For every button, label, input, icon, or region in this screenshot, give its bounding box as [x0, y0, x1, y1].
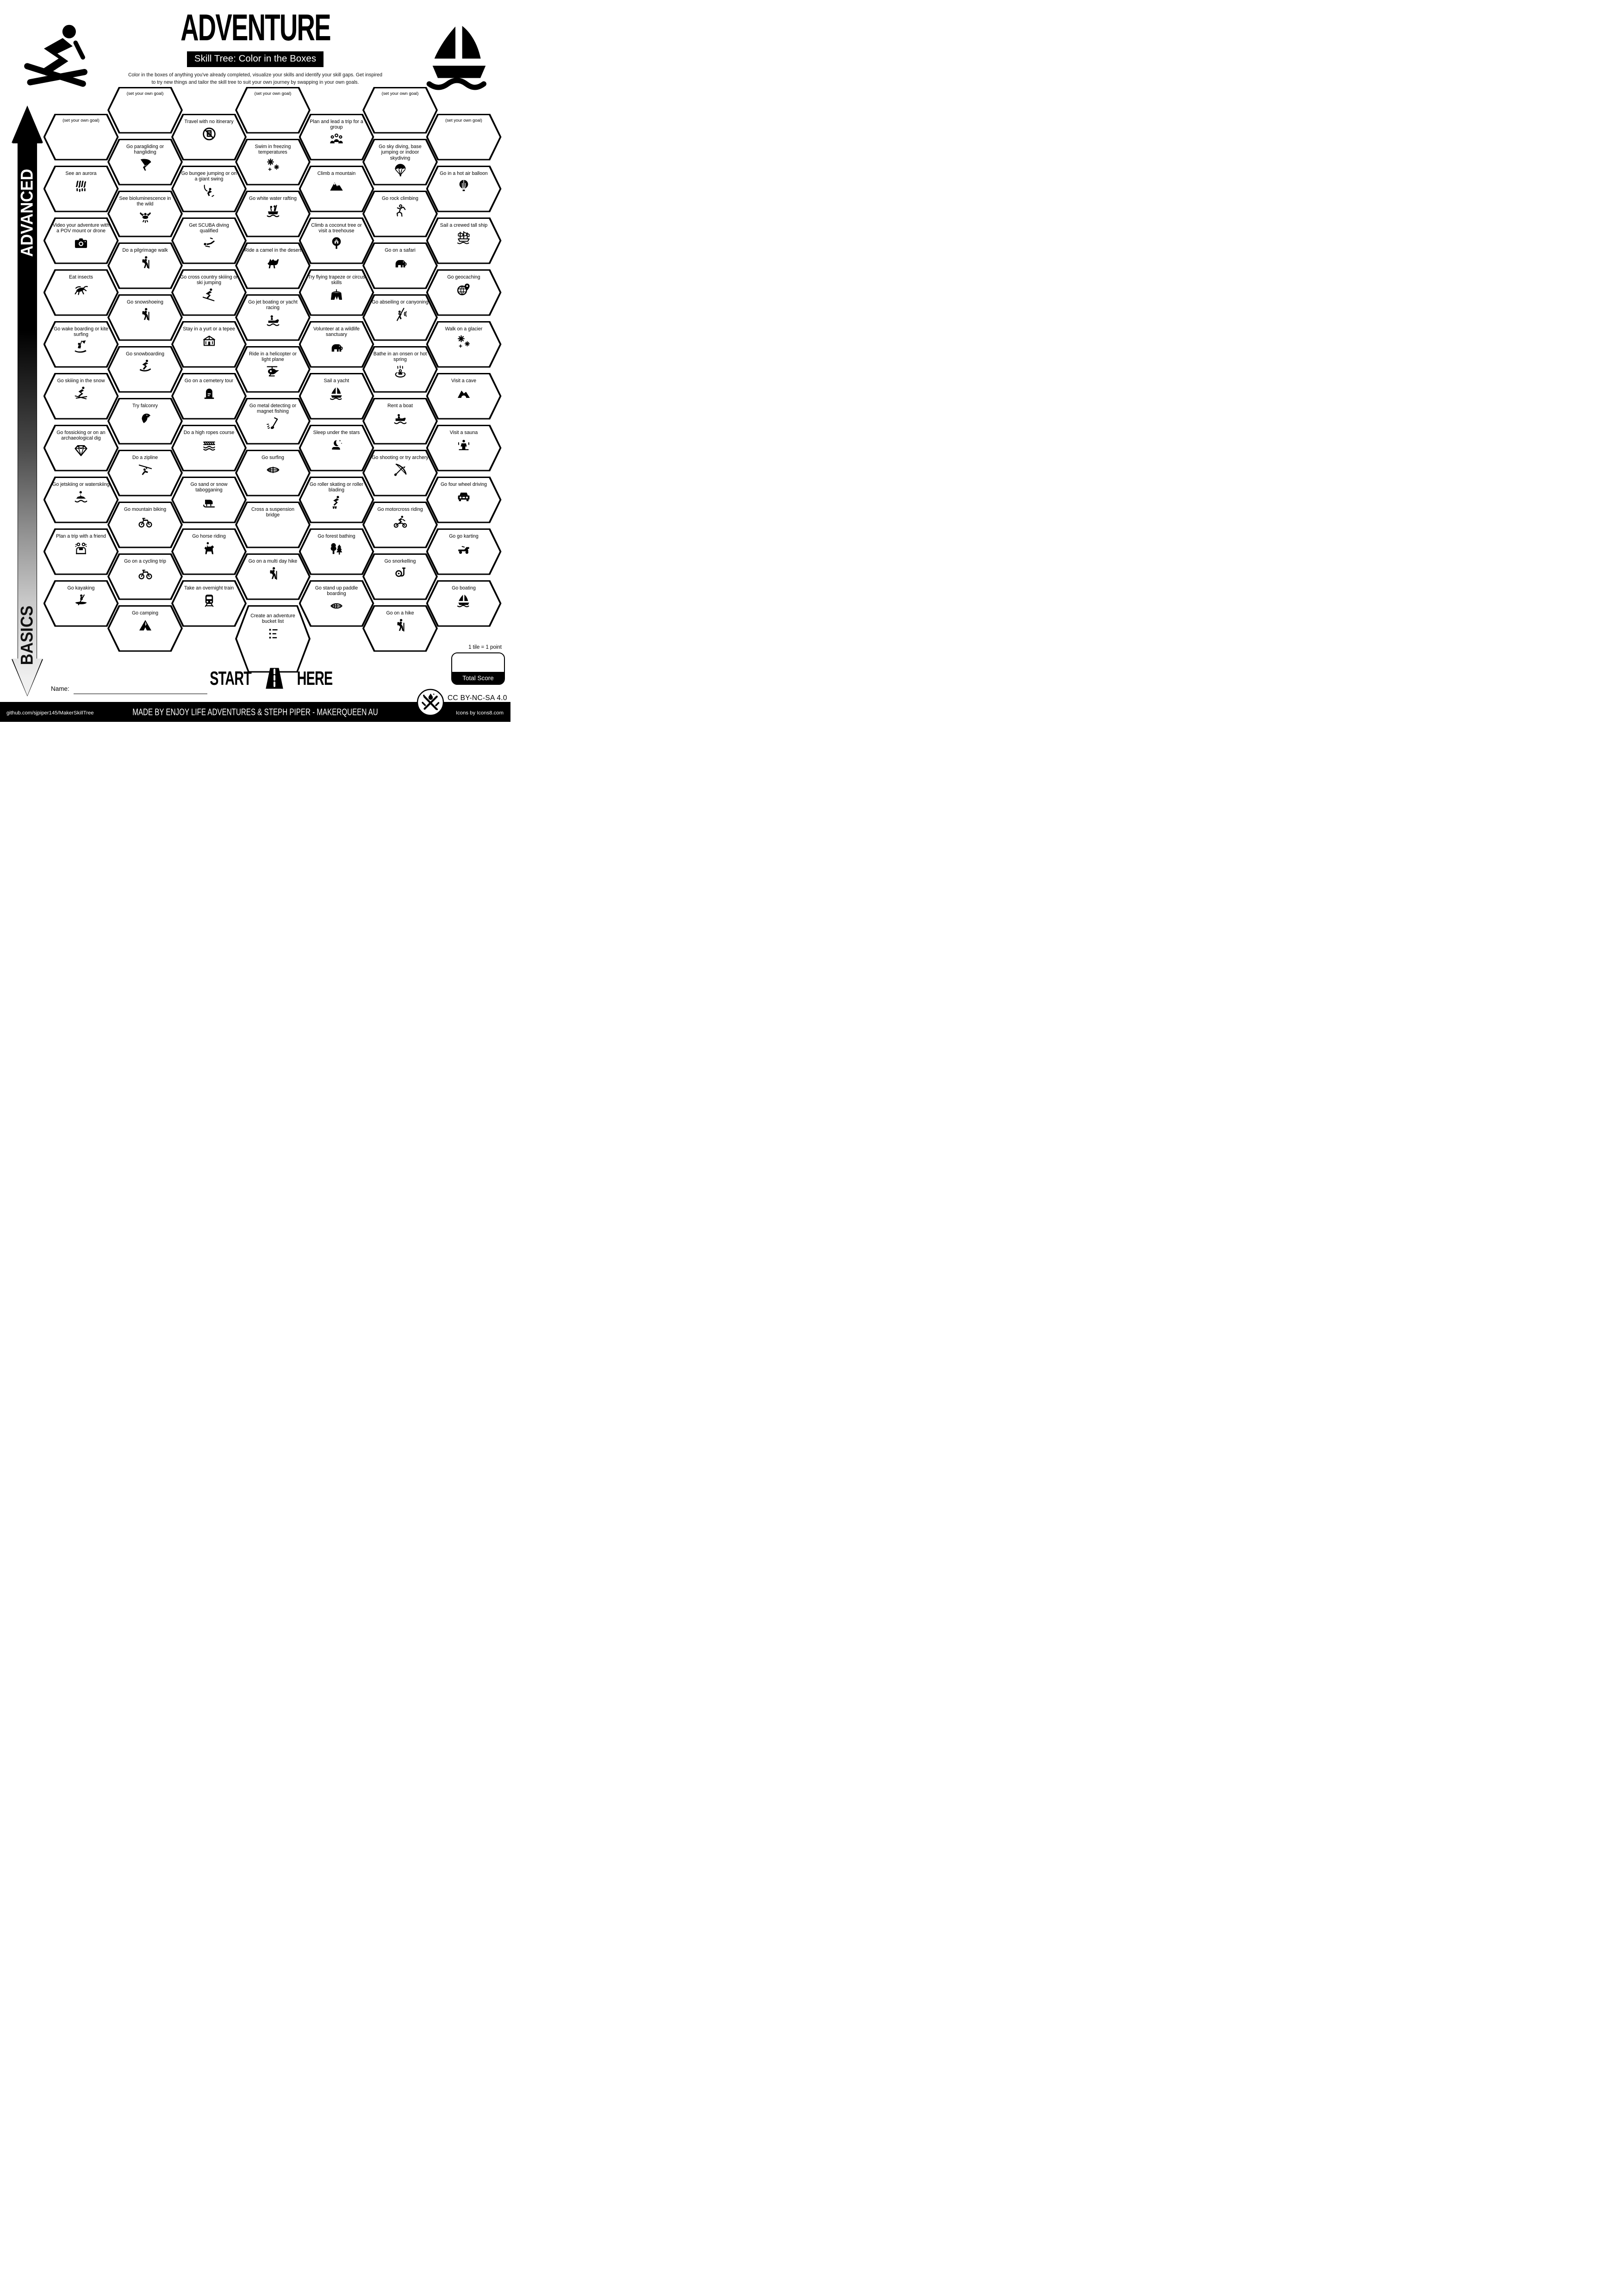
license-label: CC BY-NC-SA 4.0: [448, 694, 507, 702]
hex-label: Get SCUBA diving qualified: [189, 222, 229, 234]
name-label: Name:: [51, 685, 69, 692]
group-icon: [326, 132, 347, 148]
footer-github-url: github.com/sjpiper145/MakerSkillTree: [6, 710, 94, 716]
axis-label-basics: BASICS: [17, 605, 37, 665]
hex-go-in-a-hot-air-balloon[interactable]: [426, 166, 502, 212]
hex-go-boating[interactable]: [426, 580, 502, 627]
hex-label: (set your own goal): [126, 90, 164, 96]
tall-ship-icon: [453, 230, 474, 245]
hex-label: Go boating: [452, 585, 476, 591]
snowboarder-icon: [135, 358, 156, 374]
page-title: ADVENTURE: [180, 7, 330, 49]
hex-label: Do a zipline: [132, 454, 158, 460]
go-kart-icon: [453, 540, 474, 556]
toboggan-icon: [199, 495, 220, 510]
motorboat-icon: [390, 410, 411, 426]
hex-go-go-karting[interactable]: [426, 528, 502, 575]
hex-label: (set your own goal): [381, 90, 419, 96]
hex-label: Go fossicking or on an archaeological dig: [56, 429, 106, 441]
helicopter-icon: [262, 364, 284, 380]
checklist-icon: [262, 626, 284, 642]
ropes-course-icon: [199, 437, 220, 453]
kayak-icon: [70, 592, 92, 608]
hex-content: [426, 580, 502, 627]
hex-label: Create an adventure bucket list: [250, 613, 295, 624]
hex-label: Go wake boarding or kite surfing: [54, 326, 108, 337]
night-sky-icon: [326, 437, 347, 453]
makerqueen-logo-icon: [417, 689, 444, 716]
hex-label: Visit a cave: [451, 378, 476, 384]
hex-label: Go on a safari: [385, 247, 416, 253]
trip-planning-icon: [70, 540, 92, 556]
hex-label: Video your adventure with a POV mount or drone: [52, 222, 110, 234]
hex-label: Plan a trip with a friend: [56, 533, 106, 539]
hex-label: Cross a suspension bridge: [251, 506, 295, 518]
hex-label: Go bungee jumping or on a giant swing: [181, 170, 237, 182]
hex-label: (set your own goal): [62, 117, 100, 123]
elephant-icon: [326, 339, 347, 355]
hex-visit-a-sauna[interactable]: [426, 425, 502, 472]
tile-points-note: 1 tile = 1 point: [468, 645, 502, 650]
mountain-icon: [326, 178, 347, 193]
snorkel-icon: [390, 565, 411, 581]
hiker-icon: [262, 565, 284, 581]
zipline-icon: [135, 462, 156, 478]
hex-label: Climb a mountain: [317, 170, 356, 176]
hex-sail-a-crewed-tall-ship[interactable]: [426, 217, 502, 264]
camel-icon: [262, 254, 284, 270]
hex-label: Go jetskiing or waterskiing: [52, 481, 110, 487]
hex-label: Walk on a glacier: [445, 326, 483, 332]
hex-label: Go go karting: [449, 533, 479, 539]
yurt-icon: [199, 333, 220, 349]
hex-content: [426, 477, 502, 523]
abseil-icon: [390, 306, 411, 322]
start-here-banner: [199, 664, 342, 692]
hex-label: Go white water rafting: [249, 195, 297, 201]
hex-content: [426, 166, 502, 212]
hex-label: Go metal detecting or magnet fishing: [249, 403, 297, 414]
firefly-icon: [135, 209, 156, 224]
hex-label: Stay in a yurt or a tepee: [183, 326, 235, 332]
hex-label: Go snorkelling: [384, 558, 416, 564]
four-wheel-drive-icon: [453, 489, 474, 504]
hex-label: Go kayaking: [67, 585, 95, 591]
sailboat-icon: [453, 592, 474, 608]
hex-label: Go mountain biking: [124, 506, 167, 512]
hex-label: Go on a cycling trip: [124, 558, 166, 564]
hex-label: Go cross country skiiing or ski jumping: [180, 274, 238, 285]
hex-label: Go on a multi day hike: [248, 558, 298, 564]
hex-label: Go stand up paddle boarding: [315, 585, 358, 596]
hex-label: Do a pilgrimage walk: [122, 247, 168, 253]
snow-skier-icon: [70, 385, 92, 401]
hex-label: Ride in a helicopter or light plane: [249, 351, 297, 362]
page-subtitle: Skill Tree: Color in the Boxes: [187, 51, 324, 67]
forest-icon: [326, 540, 347, 556]
falcon-icon: [135, 410, 156, 426]
hex-label: Go shooting or try archery: [372, 454, 429, 460]
hex-label: Sail a yacht: [324, 378, 349, 384]
axis-label-advanced: ADVANCED: [17, 168, 37, 257]
hex-label: Try falconry: [132, 403, 158, 409]
hex-label: Volunteer at a wildlife sanctuary: [313, 326, 360, 337]
no-itinerary-icon: [199, 126, 220, 142]
hex-label: Go four wheel driving: [440, 481, 487, 487]
gem-icon: [70, 443, 92, 459]
difficulty-axis-arrow: [12, 105, 43, 696]
hex-label: Eat insects: [69, 274, 93, 280]
hex-label: Go roller skating or roller blading: [310, 481, 363, 493]
hex-label: Go paragliding or hangliding: [126, 143, 164, 155]
description-line-2: to try new things and tailor the skill tree to suit your own journey by swapping in your own goals.: [151, 79, 359, 85]
start-word: START: [210, 667, 251, 689]
hex-label: See an aurora: [65, 170, 97, 176]
hiker-icon: [135, 306, 156, 322]
hex-label: Go forest bathing: [317, 533, 355, 539]
hex-go-four-wheel-driving[interactable]: [426, 477, 502, 523]
hex-content: [426, 528, 502, 575]
hex-visit-a-cave[interactable]: [426, 373, 502, 420]
hot-air-balloon-icon: [453, 178, 474, 193]
motocross-icon: [390, 514, 411, 529]
page-description: [0, 72, 510, 87]
geocache-icon: [453, 281, 474, 297]
tombstone-icon: [199, 385, 220, 401]
parachute-icon: [390, 162, 411, 178]
hex-content: [426, 321, 502, 368]
climber-icon: [390, 203, 411, 218]
hex-label: Climb a coconut tree or visit a treehouse: [311, 222, 362, 234]
camera-icon: [70, 236, 92, 251]
hex-content: [426, 114, 502, 161]
footer-icons-credit: Icons by Icons8.com: [456, 710, 504, 716]
hex-label: Swim in freezing temperatures: [255, 143, 291, 155]
hex-label: Go motorcross riding: [377, 506, 423, 512]
hex-label: Go rock climbing: [382, 195, 418, 201]
hex-label: Try flying trapeze or circus skills: [308, 274, 365, 285]
bungee-icon: [199, 184, 220, 199]
hex-label: Go on a cemetery tour: [184, 378, 234, 384]
hex-label: Go skiiing in the snow: [57, 378, 105, 384]
hex-label: Go camping: [131, 610, 159, 616]
jet-boat-icon: [262, 312, 284, 328]
bicycle-icon: [135, 565, 156, 581]
footer-credit: MADE BY ENJOY LIFE ADVENTURES & STEPH PIPER - MAKERQUEEN AU: [132, 707, 378, 717]
hex-walk-on-a-glacier[interactable]: [426, 321, 502, 368]
tent-icon: [135, 617, 156, 633]
sauna-icon: [453, 437, 474, 453]
hex-label: Go on a hike: [386, 610, 414, 616]
bicycle-icon: [135, 514, 156, 529]
scuba-icon: [199, 236, 220, 251]
treehouse-icon: [326, 236, 347, 251]
horse-riding-icon: [199, 540, 220, 556]
metal-detector-icon: [262, 416, 284, 432]
hex-label: Ride a camel in the desert: [244, 247, 302, 253]
hex-label: Go horse riding: [192, 533, 226, 539]
hex-label: Go snowboarding: [125, 351, 165, 357]
here-word: HERE: [297, 667, 333, 689]
hex-label: Go surfing: [261, 454, 284, 460]
snowflakes-icon: [453, 333, 474, 349]
hex-label: Sail a crewed tall ship: [440, 222, 488, 228]
paraglider-icon: [135, 157, 156, 173]
suspension-bridge-icon: [262, 520, 284, 535]
roller-skate-icon: [326, 495, 347, 510]
ski-jump-icon: [199, 287, 220, 303]
hex-label: Go in a hot air balloon: [440, 170, 488, 176]
total-score-label: Total Score: [452, 672, 504, 684]
hex-label: Sleep under the stars: [313, 429, 360, 435]
hex-label: (set your own goal): [445, 117, 482, 123]
hex-label: Go sky diving, base jumping or indoor skydiving: [379, 143, 422, 161]
hex-label: Travel with no itinerary: [184, 118, 234, 124]
hex-label: Do a high ropes course: [183, 429, 235, 435]
kitesurf-icon: [70, 339, 92, 355]
total-score-input-area[interactable]: [452, 653, 504, 673]
hiker-icon: [390, 617, 411, 633]
sailboat-icon: [326, 385, 347, 401]
hex-content: [426, 217, 502, 264]
surfboard-icon: [262, 462, 284, 478]
hex-go-geocaching[interactable]: [426, 269, 502, 316]
hex-label: Visit a sauna: [449, 429, 478, 435]
hex-label: Go snowshoeing: [127, 299, 163, 305]
train-icon: [199, 592, 220, 608]
hex-content: [426, 269, 502, 316]
adventure-skill-tree-poster: [0, 0, 510, 722]
description-line-1: Color in the boxes of anything you've already completed, visualize your skills and identify your skill gaps. Get inspired: [128, 72, 383, 78]
onsen-icon: [390, 364, 411, 380]
raft-icon: [262, 203, 284, 218]
road-icon: [259, 664, 290, 692]
snowflakes-icon: [262, 157, 284, 173]
hex-label: Plan and lead a trip for a group: [310, 118, 363, 130]
hex-label: (set your own goal): [254, 90, 292, 96]
hex-content: [426, 425, 502, 472]
circus-tent-icon: [326, 287, 347, 303]
hex-label: Go abseiling or canyoning: [372, 299, 429, 305]
elephant-icon: [390, 254, 411, 270]
grasshopper-icon: [70, 281, 92, 297]
hex-label: Go jet boating or yacht racing: [248, 299, 298, 310]
archery-icon: [390, 462, 411, 478]
jetski-icon: [70, 489, 92, 504]
hex-label: Rent a boat: [387, 403, 413, 409]
paddleboard-icon: [326, 598, 347, 614]
hex-label: Go geocaching: [447, 274, 480, 280]
hex-label: Bathe in an onsen or hot spring: [373, 351, 427, 362]
hex-set-your-own-goal[interactable]: [426, 114, 502, 161]
hex-label: Go sand or snow tabogganing: [190, 481, 228, 493]
hex-content: [426, 373, 502, 420]
hex-label: See bioluminescence in the wild: [119, 195, 171, 207]
total-score-box: [451, 652, 505, 685]
hiker-icon: [135, 254, 156, 270]
cave-icon: [453, 385, 474, 401]
hex-label: Take an overnight train: [184, 585, 234, 591]
aurora-icon: [70, 178, 92, 193]
